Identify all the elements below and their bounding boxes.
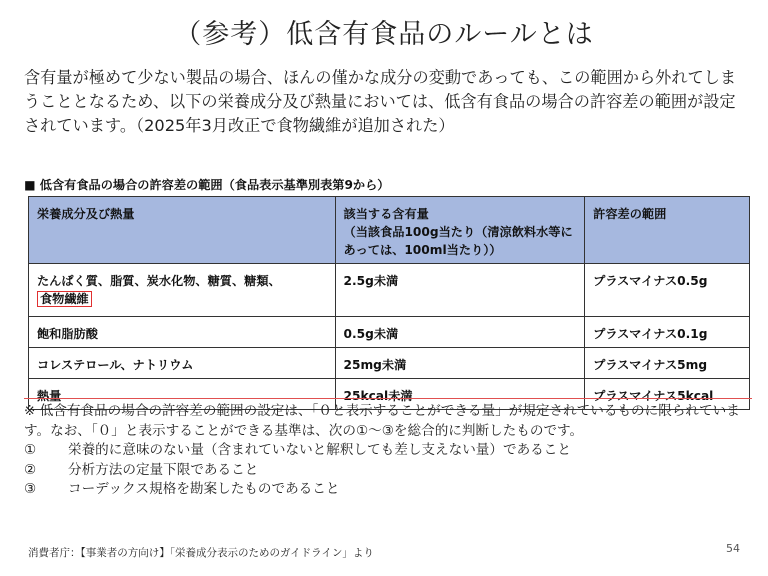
intro-paragraph: 含有量が極めて少ない製品の場合、ほんの僅かな成分の変動であっても、この範囲から外れてしまうこととなるため、以下の栄養成分及び熱量においては、低含有食品の場合の許容差の範囲が設定されています。（2025年3月改正で食物繊維が追加された） — [24, 68, 737, 135]
criteria-text: コーデックス規格を勘案したものであること — [68, 481, 340, 497]
nutrient-cell: 飽和脂肪酸 — [29, 317, 336, 348]
nutrient-cell — [29, 264, 336, 317]
amount-cell: 25mg未満 — [335, 348, 585, 379]
nutrient-cell: 熱量 — [29, 379, 336, 410]
tolerance-cell: プラスマイナス0.1g — [585, 317, 750, 348]
tolerance-cell: プラスマイナス5kcal — [585, 379, 750, 410]
nutrient-cell: コレステロール、ナトリウム — [29, 348, 336, 379]
criteria-marker: ③ — [24, 481, 37, 497]
amount-cell: 2.5g未満 — [335, 264, 585, 317]
tolerance-table — [28, 196, 750, 410]
list-item — [24, 441, 752, 461]
list-item — [24, 480, 752, 500]
criteria-list — [24, 441, 752, 500]
header-tolerance: 許容差の範囲 — [585, 197, 750, 264]
amount-cell: 0.5g未満 — [335, 317, 585, 348]
page-number: 54 — [726, 542, 740, 555]
table-row — [29, 264, 750, 317]
red-divider-line — [24, 398, 752, 399]
note-paragraph: ※ 低含有食品の場合の許容差の範囲の設定は、「０と表示することができる量」が規定されているものに限られています。なお、「０」と表示することができる基準は、次の①～③を総合的に判断したものです。 — [24, 403, 740, 439]
source-citation: 消費者庁：【事業者の方向け】「栄養成分表示のためのガイドライン」より — [28, 547, 374, 559]
criteria-text: 栄養的に意味のない量（含まれていないと解釈しても差し支えない量）であること — [68, 442, 571, 458]
table-header-row — [29, 197, 750, 264]
amount-cell: 25kcal未満 — [335, 379, 585, 410]
criteria-text: 分析方法の定量下限であること — [68, 461, 259, 478]
table-caption: ■ 低含有食品の場合の許容差の範囲（食品表示基準別表第9から） — [24, 178, 390, 192]
table-row — [29, 317, 750, 348]
header-amount: 該当する含有量 （当該食品100g当たり（清涼飲料水等にあっては、100ml当たり）） — [335, 197, 585, 264]
criteria-marker: ① — [24, 442, 37, 458]
tolerance-cell: プラスマイナス0.5g — [585, 264, 750, 317]
slide-title: （参考）低含有食品のルールとは — [174, 19, 594, 50]
table-row — [29, 348, 750, 379]
notes-section — [24, 402, 752, 500]
criteria-marker: ② — [24, 461, 37, 478]
highlighted-dietary-fiber: 食物繊維 — [37, 291, 92, 307]
tolerance-cell: プラスマイナス5mg — [585, 348, 750, 379]
nutrient-text: たんぱく質、脂質、炭水化物、糖質、糖類、 — [37, 274, 281, 288]
header-nutrient: 栄養成分及び熱量 — [29, 197, 336, 264]
list-item — [24, 461, 752, 481]
